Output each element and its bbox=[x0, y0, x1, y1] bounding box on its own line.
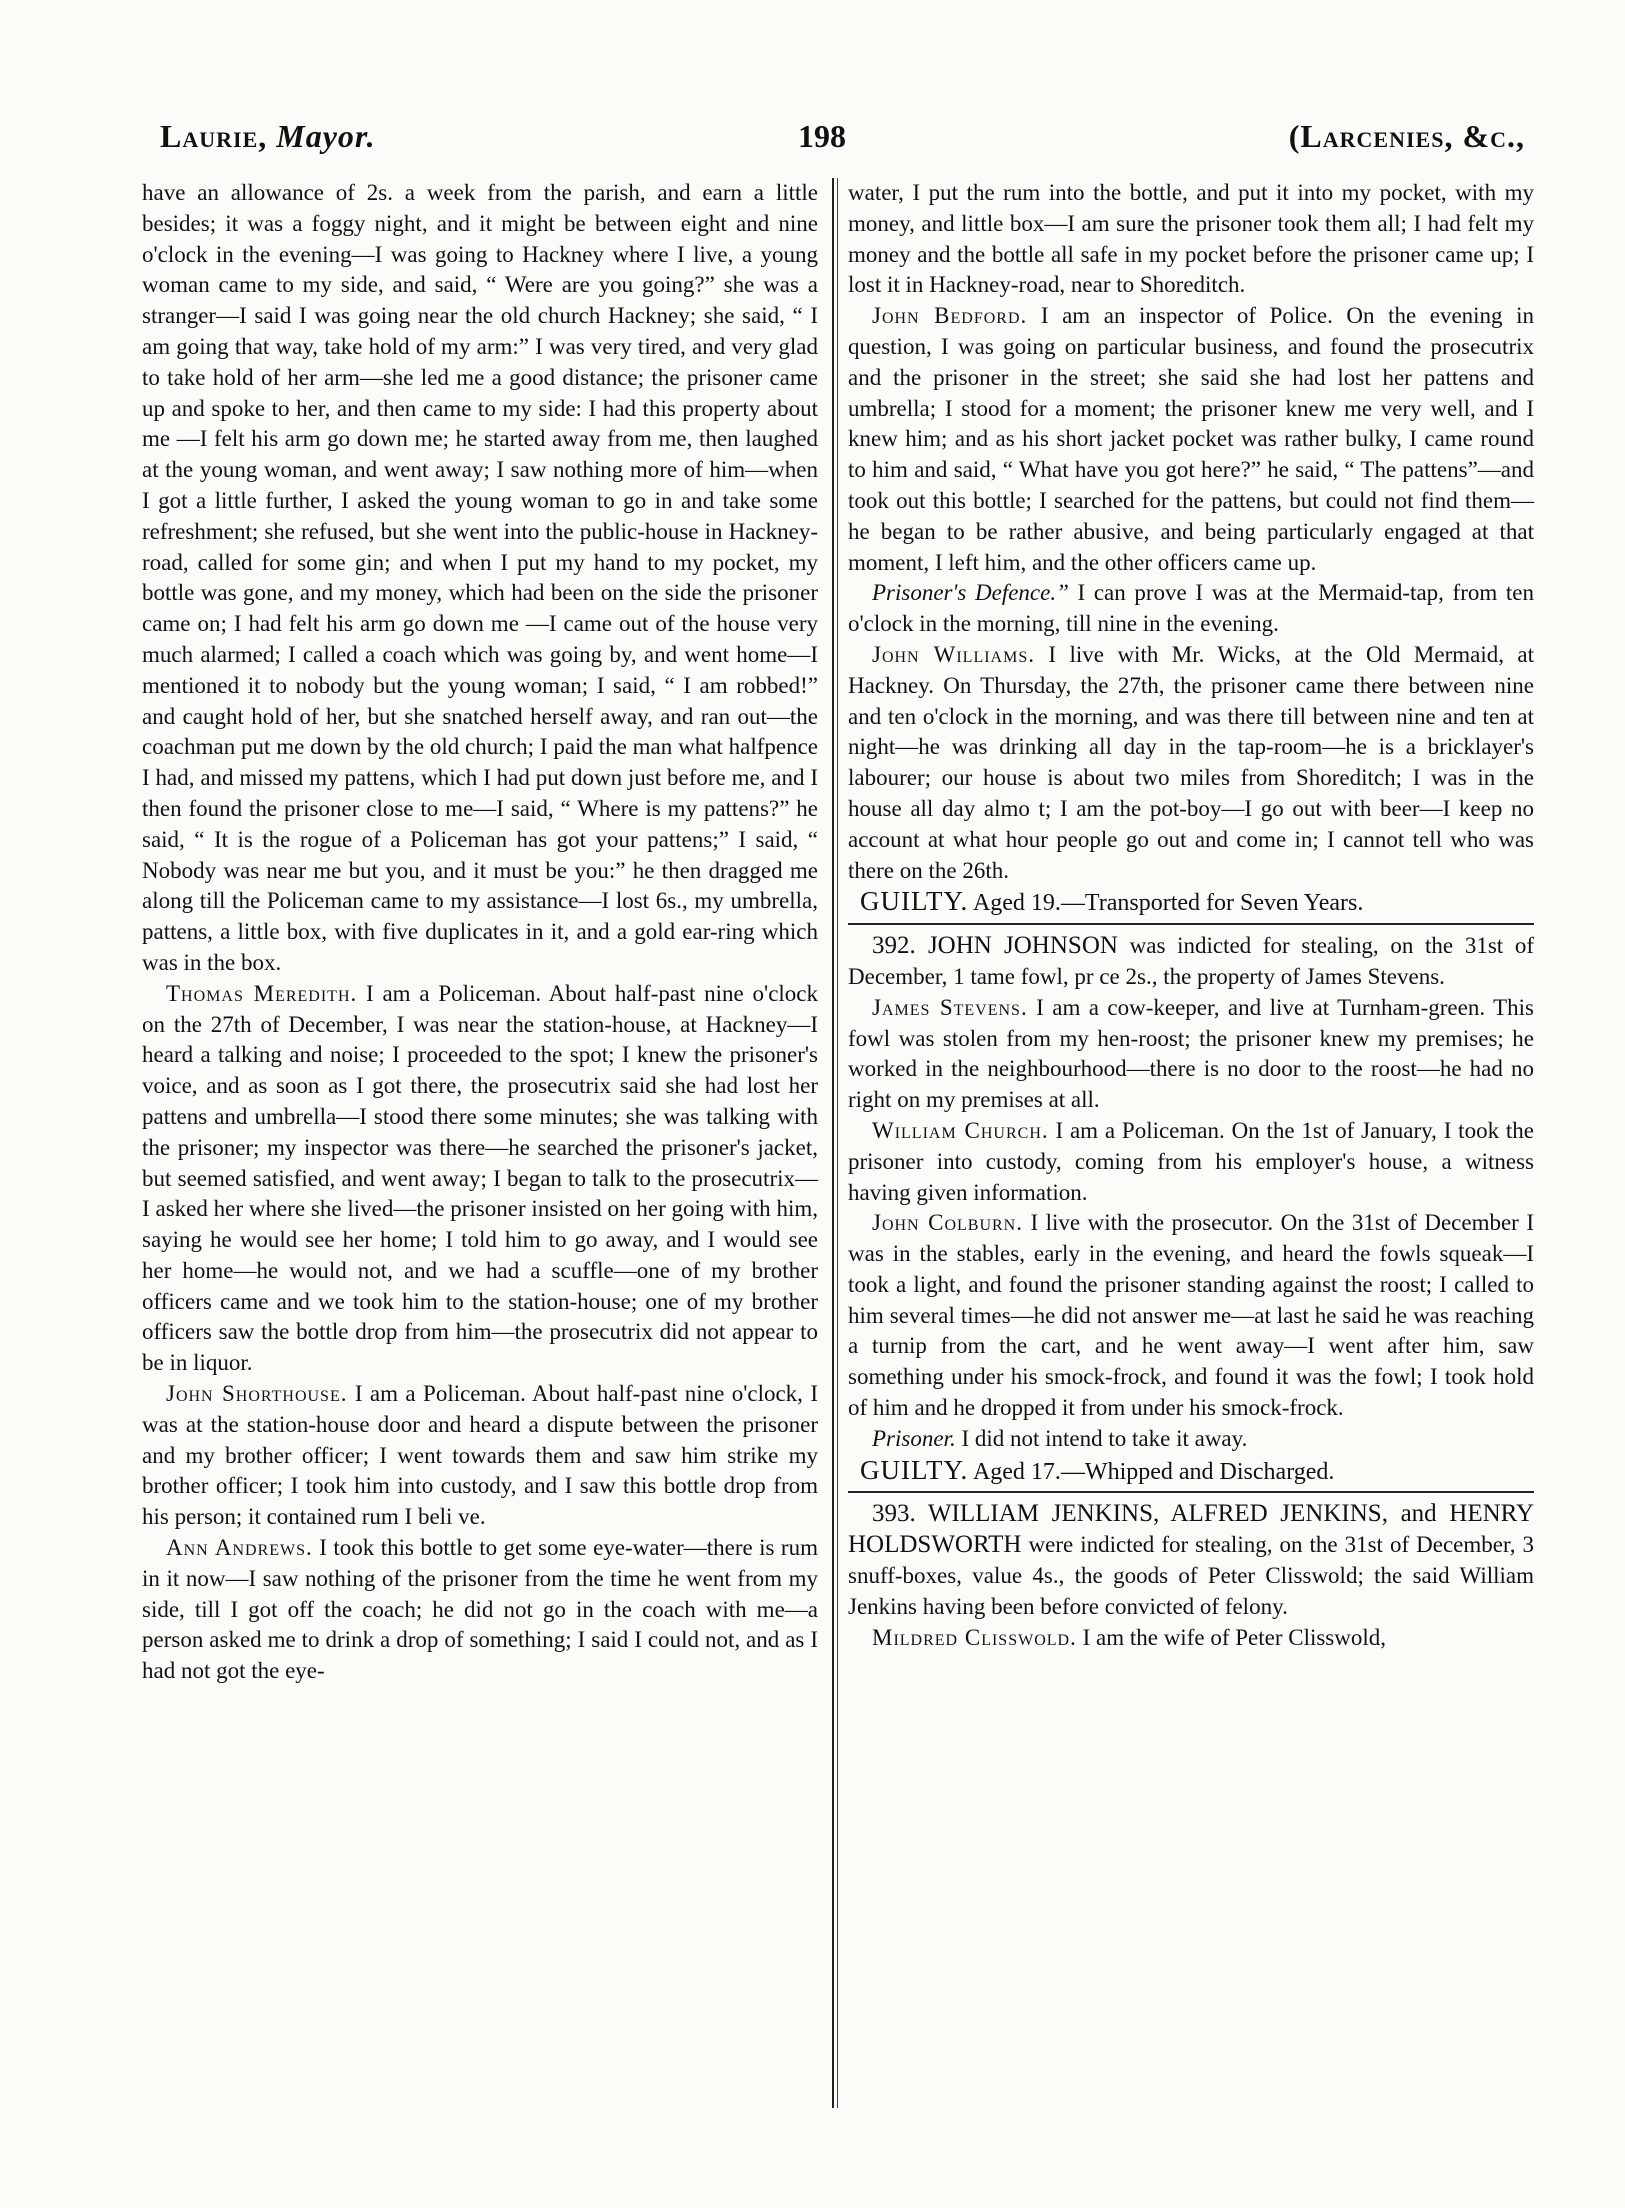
paragraph bbox=[142, 1533, 818, 1687]
paragraph bbox=[848, 1424, 1534, 1455]
case-number: 392. bbox=[872, 932, 916, 960]
testimony: I can prove I was at the Mermaid-tap, from ten o'clock in the morning, till nine in the evening. bbox=[848, 580, 1534, 637]
paragraph bbox=[848, 1623, 1534, 1654]
testimony: I am an inspector of Police. On the evening in question, I was going on particular business, and found the prosecutrix and the prisoner in the street; she said she had lost her pattens and umbrella; I stood for a moment; the prisoner knew me very well, and I knew him; and as his short jacket pocket was rather bulky, I came round to him and said, “ What have you got here?” he said, “ The pattens”—and took out this bottle; I searched for the pattens, but could not find them—he began to be rather abusive, and being particularly engaged at that moment, I left him, and the other officers came up. bbox=[848, 303, 1534, 575]
indictment: were indicted for stealing, on the 31st of December, 3 snuff-boxes, value 4s., the goods of Peter Clisswold; the said William Jenkins having been before convicted of felony. bbox=[848, 1532, 1534, 1619]
case-number: 393. bbox=[872, 1500, 916, 1528]
paragraph bbox=[848, 301, 1534, 578]
header-judge-title: Mayor. bbox=[276, 118, 376, 154]
testimony: I live with Mr. Wicks, at the Old Mermaid, at Hackney. On Thursday, the 27th, the prisoner came there between nine and ten o'clock in the morning, and was there till between nine and ten at night—he was drinking all day in the tap-room—he is a bricklayer's labourer; our house is about two miles from Shoreditch; I was in the house all day almo t; I am the pot-boy—I go out with beer—I keep no account at what hour people go out and come in; I cannot tell who was there on the 26th. bbox=[848, 641, 1534, 883]
testimony: I took this bottle to get some eye-water—there is rum in it now—I saw nothing of the prisoner from the time he went from my side, till I got off the coach; he did not go in the coach with me—a person asked me to drink a drop of something; I said I could not, and as I had not got the eye- bbox=[142, 1535, 818, 1684]
testimony: I am a Policeman. On the 1st of January, I took the prisoner into custody, coming from his employer's house, a witness having given information. bbox=[848, 1117, 1534, 1205]
prisoner-label: Prisoner. bbox=[872, 1425, 956, 1451]
column-divider bbox=[832, 178, 838, 2108]
witness-name: John Colburn. bbox=[872, 1210, 1023, 1236]
page-number: 198 bbox=[798, 118, 846, 154]
witness-name: Ann Andrews. bbox=[166, 1535, 313, 1561]
testimony: I am a Policeman. About half-past nine o'clock, I was at the station-house door and heard a dispute between the prisoner and my brother officer; I went towards them and saw him strike my brother officer; I took him into custody, and I saw this bottle drop from his person; it contained rum I beli ve. bbox=[142, 1381, 818, 1530]
running-header bbox=[160, 118, 1525, 168]
paragraph bbox=[142, 1379, 818, 1533]
paragraph: have an allowance of 2s. a week from the parish, and earn a little besides; it was a foggy night, and it might be between eight and nine o'clock in the evening—I was going to Hackney where I live, a young woman came to my side, and said, “ Were are you going?” she was a stranger—I said I was going near the old church Hackney; she said, “ I am going that way, take hold of my arm:” I was very tired, and very glad to take hold of her arm—she led me a good distance; the prisoner came up and spoke to her, and then came to my side: I had this property about me —I felt his arm go down me; he started away from me, then laughed at the young woman, and went away; I saw nothing more of him—when I got a little further, I asked the young woman to go in and take some refreshment; she refused, but she went into the public-house in Hackney-road, called for some gin; and when I put my hand to my pocket, my bottle was gone, and my money, which had been on the side the prisoner came on; I had felt his arm go down me —I came out of the house very much alarmed; I called a coach which was going by, and went home—I mentioned it to nobody but the young woman; I said, “ I am robbed!” and caught hold of her, but she snatched herself away, and ran out—the coachman put me down by the old church; I paid the man what halfpence I had, and missed my pattens, which I had put down just before me, and I then found the prisoner close to me—I said, “ Where is my pattens?” he said, “ It is the rogue of a Policeman has got your pattens;” I said, “ Nobody was near me but you, and it must be you:” he then dragged me along till the Policeman came to my assistance—I lost 6s., my umbrella, pattens, a little box, with five duplicates in it, and a gold ear-ring which was in the box. bbox=[142, 180, 818, 975]
verdict-sentence: Aged 17.—Whipped and Discharged. bbox=[968, 1458, 1335, 1485]
defendant-names: WILLIAM JENKINS, ALFRED JENKINS, and HENRY HOLDSWORTH bbox=[848, 1500, 1534, 1559]
verdict bbox=[848, 886, 1534, 919]
testimony: I am a cow-keeper, and live at Turnham-green. This fowl was stolen from my hen-roost; the prisoner knew my premises; he worked in the neighbourhood—there is no door to the roost—he had no right on my premises at all. bbox=[848, 994, 1534, 1113]
witness-name: John Shorthouse. bbox=[166, 1381, 348, 1407]
verdict-guilty: GUILTY. bbox=[860, 886, 969, 917]
paragraph: water, I put the rum into the bottle, and put it into my pocket, with my money, and little box—I am sure the prisoner took them all; I had felt my money and the bottle all safe in my pocket before the prisoner came up; I lost it in Hackney-road, near to Shoreditch. bbox=[848, 180, 1534, 298]
header-judge-name: Laurie, bbox=[160, 118, 268, 154]
case-heading bbox=[848, 931, 1534, 993]
defendant-name: JOHN JOHNSON bbox=[915, 932, 1118, 960]
case-heading bbox=[848, 1499, 1534, 1622]
case-separator bbox=[848, 1491, 1534, 1493]
paragraph bbox=[142, 979, 818, 1379]
witness-name: William Church. bbox=[872, 1117, 1049, 1143]
paragraph bbox=[848, 578, 1534, 640]
witness-name: John Williams. bbox=[872, 641, 1035, 667]
paragraph bbox=[848, 640, 1534, 886]
left-column bbox=[142, 178, 818, 2138]
defence-label: Prisoner's Defence.” bbox=[872, 580, 1069, 606]
case-separator bbox=[848, 923, 1534, 925]
header-left bbox=[160, 118, 376, 155]
header-section: (Larcenies, &c., bbox=[1288, 118, 1525, 154]
testimony: I live with the prosecutor. On the 31st of December I was in the stables, early in the evening, and heard the fowls squeak—I took a light, and found the prisoner standing against the roost; I called to him several times—he did not answer me—at last he said he was reaching a turnip from the cart, and he went away—I went after him, saw something under his smock-frock, and found it was the fowl; I took hold of him and he dropped it from under his smock-frock. bbox=[848, 1210, 1534, 1421]
paragraph bbox=[848, 1208, 1534, 1424]
witness-name: James Stevens. bbox=[872, 994, 1028, 1020]
witness-name: Mildred Clisswold. bbox=[872, 1624, 1077, 1650]
indictment: was indicted for stealing, on the 31st of December, 1 tame fowl, pr ce 2s., the property of James Stevens. bbox=[848, 933, 1535, 989]
paragraph bbox=[848, 1116, 1534, 1208]
testimony: I am the wife of Peter Clisswold, bbox=[1076, 1624, 1387, 1650]
witness-name: John Bedford. bbox=[872, 303, 1028, 329]
paragraph bbox=[848, 993, 1534, 1116]
verdict-sentence: Aged 19.—Transported for Seven Years. bbox=[968, 890, 1364, 917]
witness-name: Thomas Meredith. bbox=[166, 980, 358, 1006]
testimony: I did not intend to take it away. bbox=[955, 1425, 1248, 1451]
right-column bbox=[848, 178, 1534, 2138]
verdict bbox=[848, 1455, 1534, 1488]
testimony: I am a Policeman. About half-past nine o'clock on the 27th of December, I was near the station-house, at Hackney—I heard a talking and noise; I proceeded to the spot; I knew the prisoner's voice, and as soon as I got there, the prosecutrix said she had lost her pattens and umbrella—I stood there some minutes; she was talking with the prisoner; my inspector was there—he searched the prisoner's jacket, but seemed satisfied, and went away; I began to talk to the prosecutrix—I asked her where she lived—the prisoner insisted on her going with him, saying he would see her home; I told him to go away, and I would see her home—he would not, and we had a scuffle—one of my brother officers came and we took him to the station-house; one of my brother officers saw the bottle drop from him—the prosecutrix did not appear to be in liquor. bbox=[142, 980, 818, 1376]
verdict-guilty: GUILTY. bbox=[860, 1454, 969, 1485]
